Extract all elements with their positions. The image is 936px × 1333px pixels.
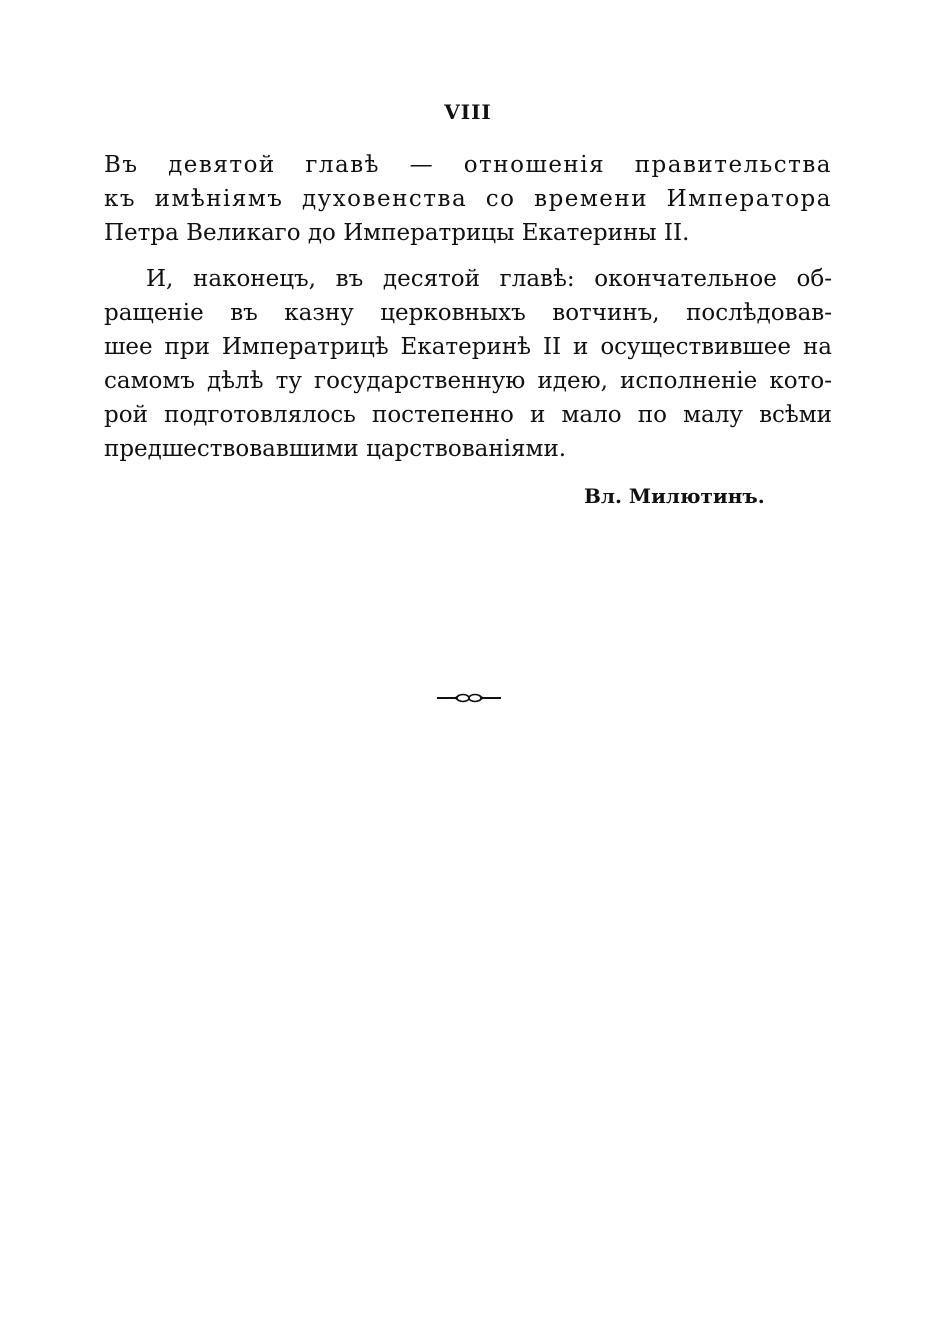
paragraph-line: самомъ дѣлѣ ту государственную идею, исполненіе кото- <box>104 368 832 394</box>
paragraph-tenth-chapter <box>104 262 832 466</box>
paragraph-line: Петра Великаго до Императрицы Екатерины II. <box>104 220 690 246</box>
page-number: VIII <box>444 100 492 124</box>
paragraph-line: предшествовавшими царствованіями. <box>104 436 567 462</box>
paragraph-line: Въ девятой главѣ — отношенія правительства <box>104 152 832 178</box>
paragraph-line: шее при Императрицѣ Екатеринѣ II и осуществившее на <box>104 334 832 360</box>
paragraph-line: И, наконецъ, въ десятой главѣ: окончательное об- <box>146 266 832 292</box>
paragraph-ninth-chapter <box>104 148 832 250</box>
paragraph-line: къ имѣніямъ духовенства со времени Императора <box>104 186 832 212</box>
paragraph-line: ращеніе въ казну церковныхъ вотчинъ, послѣдовав- <box>104 300 832 326</box>
end-ornament-icon <box>437 688 501 708</box>
author-signature: Вл. Милютинъ. <box>584 484 765 508</box>
paragraph-line: рой подготовлялось постепенно и мало по малу всѣми <box>104 402 832 428</box>
